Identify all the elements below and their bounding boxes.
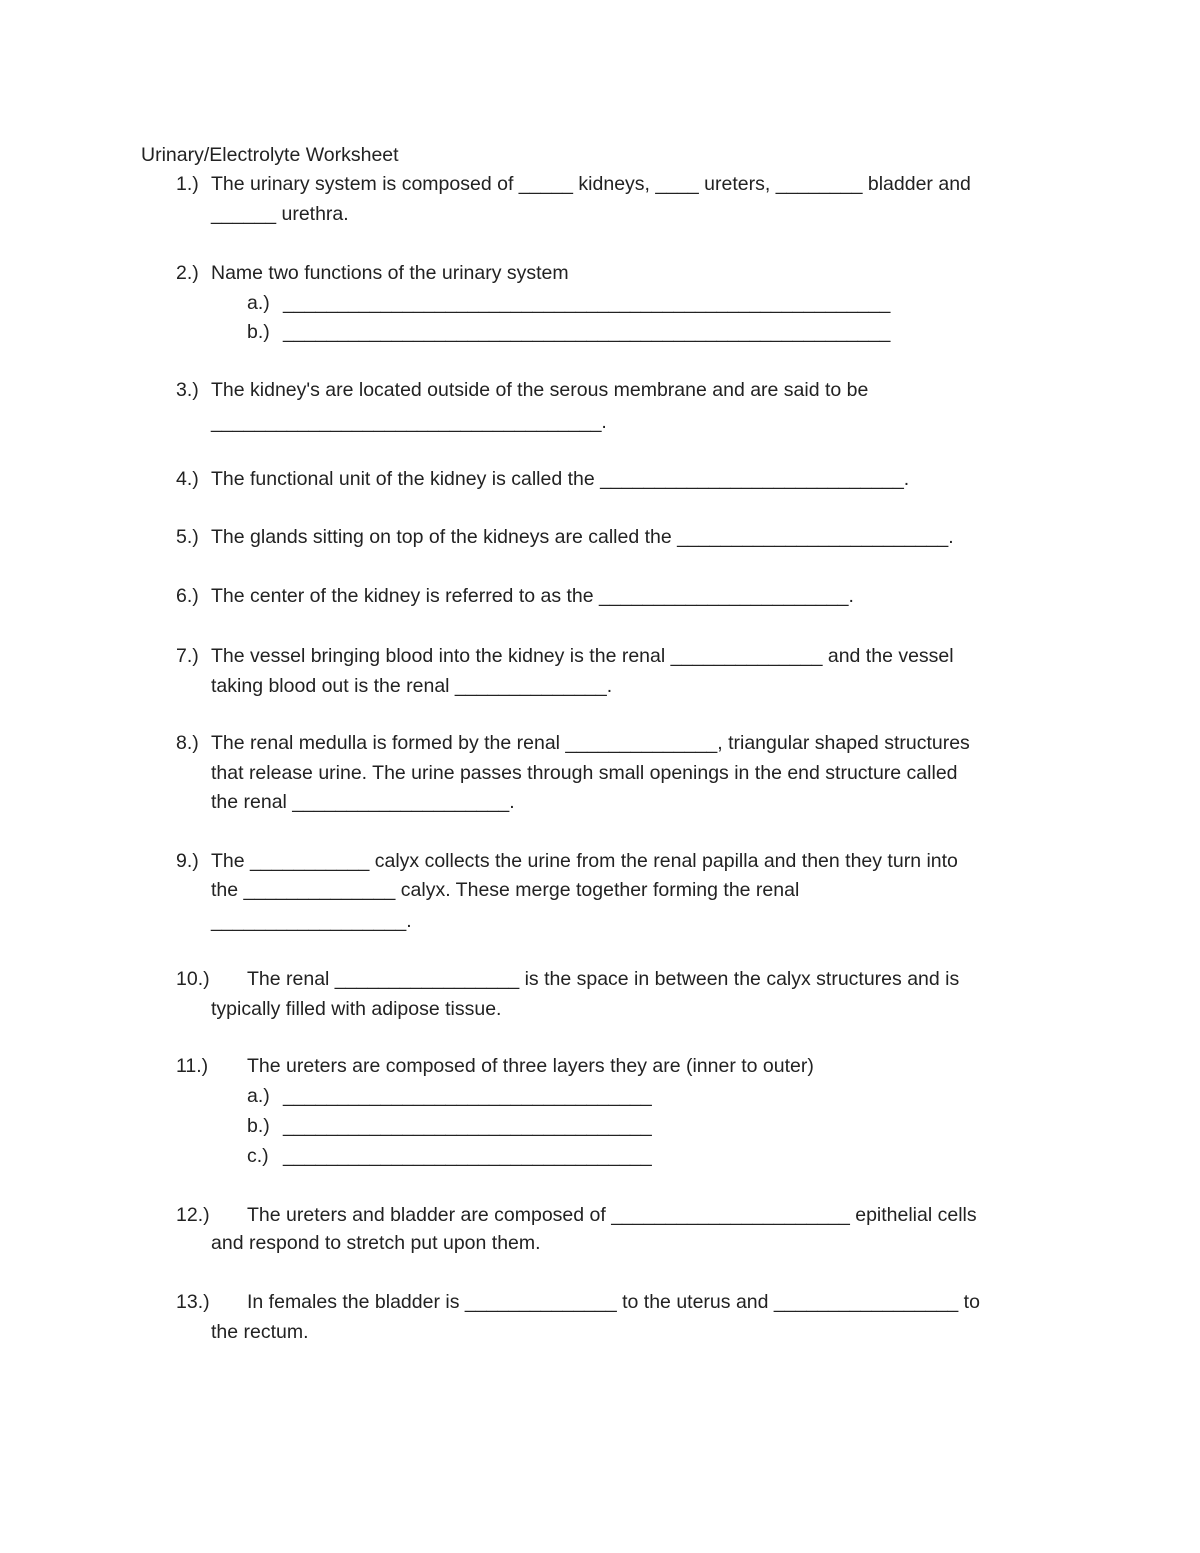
question-13-number: 13.) [176, 1291, 210, 1313]
question-3-text-cont: ____________________________________. [211, 411, 607, 433]
question-9-text-cont-2: __________________. [211, 910, 412, 932]
question-8-text-cont-2: the renal ____________________. [211, 791, 515, 813]
question-9-number: 9.) [176, 850, 199, 872]
question-12-text: The ureters and bladder are composed of ______________________ epithelial cells [247, 1204, 977, 1226]
question-11-b-blank: __________________________________ [283, 1115, 652, 1137]
question-13-text-cont: the rectum. [211, 1321, 309, 1343]
question-8-text: The renal medulla is formed by the renal ______________, triangular shaped structures [211, 732, 970, 754]
question-11-a-label: a.) [247, 1085, 270, 1107]
question-11-c-blank: __________________________________ [283, 1145, 652, 1167]
question-5-number: 5.) [176, 526, 199, 548]
question-7-text: The vessel bringing blood into the kidney is the renal ______________ and the vessel [211, 645, 954, 667]
question-2-a-blank: ________________________________________________________ [283, 292, 891, 314]
question-11-b-label: b.) [247, 1115, 270, 1137]
question-4-number: 4.) [176, 468, 199, 490]
question-8-text-cont: that release urine. The urine passes through small openings in the end structure called [211, 762, 958, 784]
question-10-text: The renal _________________ is the space in between the calyx structures and is [247, 968, 960, 990]
worksheet-title: Urinary/Electrolyte Worksheet [141, 144, 399, 166]
question-2-number: 2.) [176, 262, 199, 284]
question-6-text: The center of the kidney is referred to as the _______________________. [211, 585, 854, 607]
question-11-a-blank: __________________________________ [283, 1085, 652, 1107]
question-13-text: In females the bladder is ______________ to the uterus and _________________ to [247, 1291, 980, 1313]
question-2-b-label: b.) [247, 321, 270, 343]
question-7-text-cont: taking blood out is the renal ______________. [211, 675, 613, 697]
question-12-text-cont: and respond to stretch put upon them. [211, 1232, 541, 1254]
question-10-text-cont: typically filled with adipose tissue. [211, 998, 502, 1020]
question-3-number: 3.) [176, 379, 199, 401]
question-6-number: 6.) [176, 585, 199, 607]
question-10-number: 10.) [176, 968, 210, 990]
question-1-number: 1.) [176, 173, 199, 195]
question-11-text: The ureters are composed of three layers they are (inner to outer) [247, 1055, 814, 1077]
question-12-number: 12.) [176, 1204, 210, 1226]
question-2-text: Name two functions of the urinary system [211, 262, 569, 284]
question-3-text: The kidney's are located outside of the serous membrane and are said to be [211, 379, 869, 401]
question-11-number: 11.) [176, 1055, 209, 1077]
question-7-number: 7.) [176, 645, 199, 667]
question-5-text: The glands sitting on top of the kidneys are called the _________________________. [211, 526, 954, 548]
question-8-number: 8.) [176, 732, 199, 754]
question-9-text-cont: the ______________ calyx. These merge together forming the renal [211, 879, 800, 901]
question-1-text-cont: ______ urethra. [211, 203, 349, 225]
question-2-b-blank: ________________________________________________________ [283, 321, 891, 343]
question-4-text: The functional unit of the kidney is called the ____________________________. [211, 468, 910, 490]
question-2-a-label: a.) [247, 292, 270, 314]
question-11-c-label: c.) [247, 1145, 269, 1167]
question-1-text: The urinary system is composed of _____ kidneys, ____ ureters, ________ bladder and [211, 173, 971, 195]
question-9-text: The ___________ calyx collects the urine from the renal papilla and then they turn into [211, 850, 958, 872]
